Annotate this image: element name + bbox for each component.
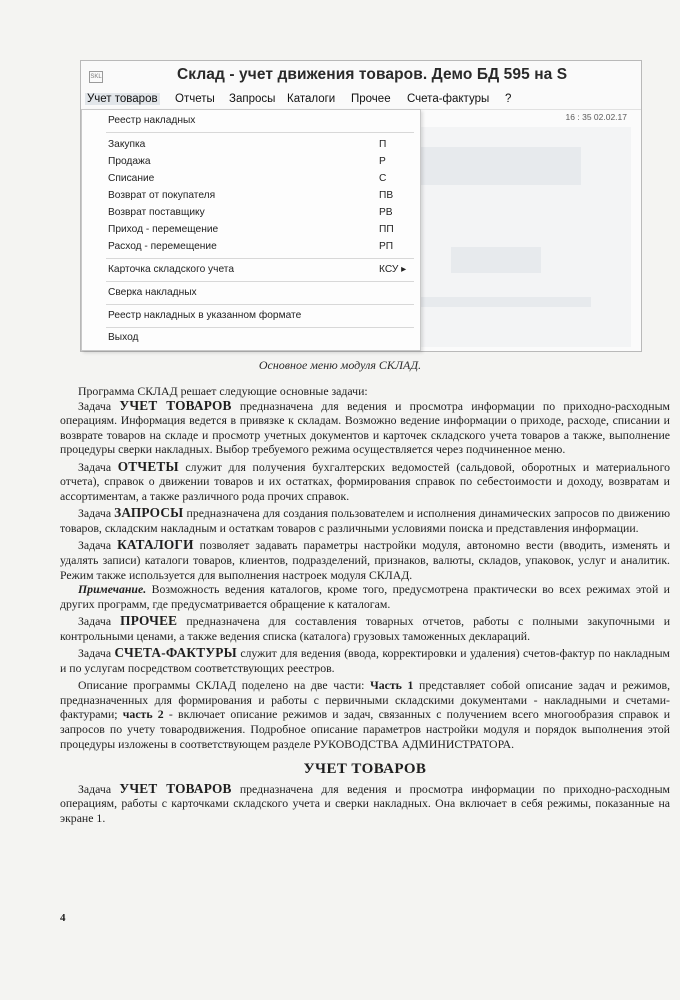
paragraph-text: представляет собой описание задач и режимов, предназначенных для формирования и работы с первичными складскими документами - накладными и счетами-фактурами; [60,678,671,722]
paragraph-note [60,582,670,611]
task-name: УЧЕТ ТОВАРОВ [119,397,232,413]
menu-uchet-tovarov[interactable]: Учет товаров [87,93,158,105]
menu-scheta-faktury[interactable]: Счета-фактуры [407,93,490,105]
intro-paragraph [60,384,670,399]
menu-item-label: Карточка складского учета [108,264,235,275]
menu-item-reestr-nakladnyh[interactable] [82,115,420,131]
menu-item-label: Возврат от покупателя [108,190,216,201]
intro-text: Программа СКЛАД решает следующие основные задачи: [78,384,368,398]
menu-item-label: Расход - перемещение [108,241,217,252]
menu-item-shortcut: ПВ [379,190,394,201]
paragraph-text: предназначена для составления товарных отчетов, работы с полными закупочными и контрольными ценами, а также ведения списка (каталога) грузовых таможенных деклараций. [60,614,671,643]
menu-item-shortcut: РП [379,241,394,252]
paragraph-text: Описание программы СКЛАД поделено на две части: [78,678,365,693]
background-block [451,247,541,273]
menu-separator [106,304,414,305]
part-label: Часть 1 [370,678,414,693]
paragraph-text: служит для получения бухгалтерских ведомостей (сальдовой, оборотных и материального отчета), справок о движении товаров и их остатках, формирования справок по себестоимости и доходу, возвратам и ассортиментам, а также различного рода прочих справок. [60,459,671,503]
menu-item-shortcut: КСУ ▸ [379,264,407,275]
menu-item-rashod-peremeshchenie[interactable] [82,241,420,257]
menu-item-label: Продажа [108,156,151,167]
task-name: ЗАПРОСЫ [114,505,184,521]
menu-separator [106,327,414,328]
task-word: Задача [78,781,112,796]
paragraph-text: предназначена для ведения и просмотра информации по приходно-расходным операциям, работы с карточками складского учета и сверки накладных. Она включает в себя режимы, показанные на экране 1. [60,781,670,825]
window-title: Склад - учет движения товаров. Демо БД 595 на S [177,66,568,83]
task-name: КАТАЛОГИ [117,537,194,553]
task-word: Задача [78,398,112,413]
paragraph-otchety [60,460,670,504]
menu-item-reestr-v-formate[interactable] [82,310,420,326]
menu-item-label: Возврат поставщику [108,207,205,218]
note-label: Примечание. [78,582,147,597]
menu-item-label: Закупка [108,139,146,150]
clock-readout: 16 : 35 02.02.17 [565,112,627,122]
paragraph-text: - включает описание режимов и задач, связанных с получением всего многообразия справок и запросов по учету товародвижения. Подробное описание параметров настройки модуля и порядок выполнения этой процедуры изложены в соответствующем разделе РУКОВОДСТВА АДМИНИСТРАТОРА. [60,707,671,751]
app-screenshot [80,60,642,352]
menu-prochee[interactable]: Прочее [351,93,391,105]
menu-bar [81,91,641,109]
menu-katalogi[interactable]: Каталоги [287,93,336,105]
menu-help[interactable]: ? [505,93,512,105]
menu-item-shortcut: С [379,173,387,184]
task-word: Задача [78,646,112,661]
paragraph-prochee [60,614,670,643]
menu-separator [106,281,414,282]
paragraph-opisanie [60,678,670,751]
menu-item-prihod-peremeshchenie[interactable] [82,224,420,240]
menu-otchety[interactable]: Отчеты [175,93,215,105]
menu-item-label: Приход - перемещение [108,224,219,235]
menu-item-label: Сверка накладных [108,287,197,298]
menu-item-label: Реестр накладных в указанном формате [108,310,302,321]
task-name: СЧЕТА-ФАКТУРЫ [114,645,237,661]
task-name: ОТЧЕТЫ [117,458,179,474]
part-label: часть 2 [122,707,164,722]
menu-item-vozvrat-ot-pokupatelya[interactable] [82,190,420,206]
menu-item-vyhod[interactable] [82,332,420,348]
paragraph-katalogi [60,538,670,582]
paragraph-text: служит для ведения (ввода, корректировки и удаления) счетов-фактур по накладным и по услугам посредством соответствующих реестров. [60,646,671,675]
task-word: Задача [78,538,112,553]
menu-separator [106,258,414,259]
page-number: 4 [60,912,66,924]
menu-item-zakupka[interactable] [82,139,420,155]
menu-item-shortcut: Р [379,156,386,167]
menu-item-shortcut: РВ [379,207,393,218]
menu-item-label: Списание [108,173,155,184]
menu-item-shortcut: ПП [379,224,394,235]
paragraph-final [60,782,670,826]
menu-item-kartochka-skladskogo-ucheta[interactable] [82,264,420,280]
menu-item-shortcut: П [379,139,387,150]
task-name: ПРОЧЕЕ [120,613,178,629]
task-word: Задача [78,614,112,629]
figure-caption: Основное меню модуля СКЛАД. [258,358,422,372]
paragraph-text: позволяет задавать параметры настройки модуля, автономно вести (вводить, изменять и удалять записи) каталоги товаров, клиентов, подразделений, признаков, валюты, складов, упаковок, услуг и аналитик. Режим также используется для выполнения настроек модуля СКЛАД. [60,538,671,582]
section-title: УЧЕТ ТОВАРОВ [303,761,427,778]
dropdown-menu [81,109,421,351]
menu-separator [106,132,414,133]
paragraph-zaprosy [60,506,670,535]
window-titlebar [81,61,641,91]
paragraph-text: предназначена для создания пользователем и исполнения динамических запросов по движению товаров, складским накладным и остаткам товаров с различными условиями поиска и представления информации. [60,506,671,535]
menu-item-prodazha[interactable] [82,156,420,172]
app-icon: SKL [89,71,103,83]
note-text: Возможность ведения каталогов, кроме того, предусмотрена практически во всех режимах этой и других программ, где предусматривается обращение к каталогам. [60,582,670,611]
menu-item-label: Выход [108,332,139,343]
menu-item-spisanie[interactable] [82,173,420,189]
paragraph-scheta-faktury [60,646,670,675]
task-word: Задача [78,459,112,474]
paragraph-uchet-tovarov [60,399,670,457]
menu-zaprosy[interactable]: Запросы [229,93,276,105]
task-word: Задача [78,506,112,521]
menu-item-label: Реестр накладных [108,115,196,126]
menu-item-vozvrat-postavshchiku[interactable] [82,207,420,223]
document-body [60,384,670,825]
menu-item-sverka-nakladnyh[interactable] [82,287,420,303]
task-name: УЧЕТ ТОВАРОВ [119,780,232,796]
paragraph-text: предназначена для ведения и просмотра информации по приходно-расходным операциям. Информация ведется в привязке к складам. Возможно ведение информации о приходе, расходе, списании и возврате товаров на складе и просмотр учетных документов и карточек складского учета товаров а также, выполнение процедуры сверки накладных. Выбор требуемого режима осуществляется через подчиненное меню. [60,398,670,457]
